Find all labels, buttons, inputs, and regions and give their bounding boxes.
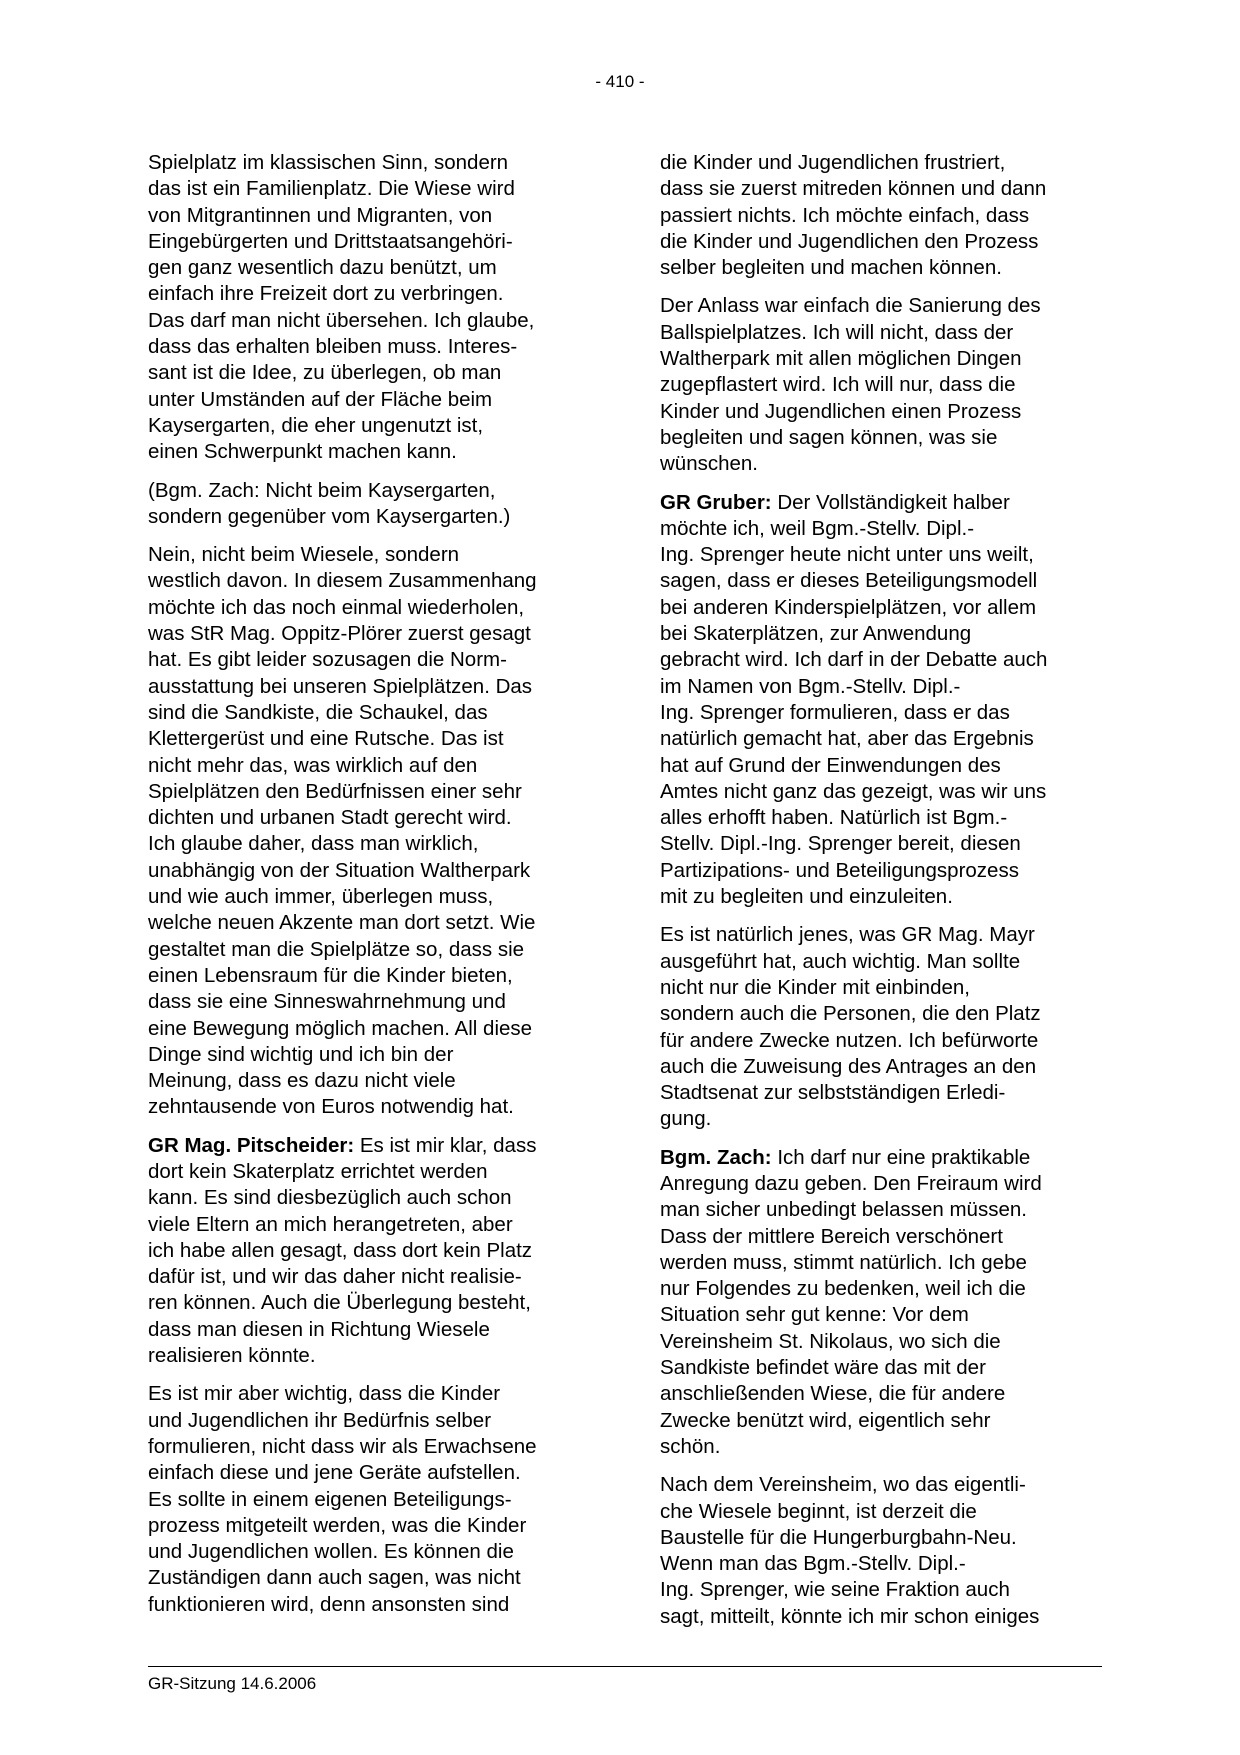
text-line: unter Umständen auf der Fläche beim bbox=[148, 387, 493, 411]
text-line: Klettergerüst und eine Rutsche. Das ist bbox=[148, 727, 504, 751]
text-line: Nach dem Vereinsheim, wo das eigentli- bbox=[660, 1473, 1026, 1497]
text-line: Es ist mir klar, dass bbox=[354, 1133, 537, 1157]
text-line: im Namen von Bgm.-Stellv. Dipl.- bbox=[660, 674, 961, 698]
text-line: gebracht wird. Ich darf in der Debatte auch bbox=[660, 648, 1048, 672]
text-line: dort kein Skaterplatz errichtet werden bbox=[148, 1159, 488, 1183]
text-line: Waltherpark mit allen möglichen Dingen bbox=[660, 347, 1022, 371]
text-line: zehntausende von Euros notwendig hat. bbox=[148, 1095, 514, 1119]
text-line: Wenn man das Bgm.-Stellv. Dipl.- bbox=[660, 1552, 966, 1576]
text-line: Ing. Sprenger formulieren, dass er das bbox=[660, 700, 1010, 724]
text-line: dass sie zuerst mitreden können und dann bbox=[660, 177, 1047, 201]
text-line: und Jugendlichen ihr Bedürfnis selber bbox=[148, 1408, 492, 1432]
text-line: für andere Zwecke nutzen. Ich befürworte bbox=[660, 1028, 1039, 1052]
text-line: einfach ihre Freizeit dort zu verbringen. bbox=[148, 282, 504, 306]
text-line: Stadtsenat zur selbstständigen Erledi- bbox=[660, 1081, 1006, 1105]
text-line: Eingebürgerten und Drittstaatsangehöri- bbox=[148, 229, 513, 253]
text-line: nicht mehr das, was wirklich auf den bbox=[148, 753, 478, 777]
text-line: nur Folgendes zu bedenken, weil ich die bbox=[660, 1277, 1026, 1301]
text-line: einen Schwerpunkt machen kann. bbox=[148, 440, 457, 464]
text-line: westlich davon. In diesem Zusammenhang bbox=[148, 569, 537, 593]
speaker-name: GR Gruber: bbox=[660, 490, 772, 514]
text-line: hat auf Grund der Einwendungen des bbox=[660, 753, 1001, 777]
text-line: (Bgm. Zach: Nicht beim Kaysergarten, bbox=[148, 478, 496, 502]
text-line: gen ganz wesentlich dazu benützt, um bbox=[148, 256, 497, 280]
right-column bbox=[660, 150, 1100, 1642]
text-line: nicht nur die Kinder mit einbinden, bbox=[660, 975, 970, 999]
text-line: Kaysergarten, die eher ungenutzt ist, bbox=[148, 413, 484, 437]
paragraph bbox=[148, 1133, 588, 1370]
speaker-name: Bgm. Zach: bbox=[660, 1145, 772, 1169]
text-line: Amtes nicht ganz das gezeigt, was wir uns bbox=[660, 779, 1047, 803]
text-line: formulieren, nicht dass wir als Erwachsene bbox=[148, 1434, 537, 1458]
text-line: sondern gegenüber vom Kaysergarten.) bbox=[148, 504, 511, 528]
paragraph bbox=[148, 478, 588, 531]
text-line: Anregung dazu geben. Den Freiraum wird bbox=[660, 1171, 1042, 1195]
text-line: Vereinsheim St. Nikolaus, wo sich die bbox=[660, 1329, 1001, 1353]
page-number: - 410 - bbox=[595, 72, 645, 91]
left-column bbox=[148, 150, 588, 1630]
speaker-name: GR Mag. Pitscheider: bbox=[148, 1133, 355, 1157]
text-line: einfach diese und jene Geräte aufstellen. bbox=[148, 1461, 521, 1485]
text-line: Stellv. Dipl.-Ing. Sprenger bereit, diesen bbox=[660, 832, 1021, 856]
text-line: mit zu begleiten und einzuleiten. bbox=[660, 885, 953, 909]
text-line: Zuständigen dann auch sagen, was nicht bbox=[148, 1566, 521, 1590]
text-line: che Wiesele beginnt, ist derzeit die bbox=[660, 1499, 977, 1523]
text-line: Sandkiste befindet wäre das mit der bbox=[660, 1356, 986, 1380]
text-line: und Jugendlichen wollen. Es können die bbox=[148, 1540, 514, 1564]
text-line: Ing. Sprenger, wie seine Fraktion auch bbox=[660, 1578, 1010, 1602]
text-line: Der Anlass war einfach die Sanierung des bbox=[660, 294, 1041, 318]
footer-divider bbox=[148, 1666, 1102, 1667]
text-line: Dinge sind wichtig und ich bin der bbox=[148, 1042, 454, 1066]
text-line: Ballspielplatzes. Ich will nicht, dass der bbox=[660, 320, 1014, 344]
text-line: bei anderen Kinderspielplätzen, vor allem bbox=[660, 595, 1037, 619]
text-line: von Mitgrantinnen und Migranten, von bbox=[148, 203, 493, 227]
text-line: anschließenden Wiese, die für andere bbox=[660, 1382, 1006, 1406]
text-line: Nein, nicht beim Wiesele, sondern bbox=[148, 543, 460, 567]
text-line: die Kinder und Jugendlichen frustriert, bbox=[660, 151, 1006, 174]
text-line: realisieren könnte. bbox=[148, 1344, 316, 1368]
text-line: was StR Mag. Oppitz-Plörer zuerst gesagt bbox=[148, 622, 531, 646]
footer-session-date: GR-Sitzung 14.6.2006 bbox=[148, 1674, 317, 1693]
text-line: einen Lebensraum für die Kinder bieten, bbox=[148, 963, 513, 987]
text-line: zugepflastert wird. Ich will nur, dass die bbox=[660, 373, 1016, 397]
text-line: dafür ist, und wir das daher nicht realisie- bbox=[148, 1265, 522, 1289]
text-line: die Kinder und Jugendlichen den Prozess bbox=[660, 229, 1039, 253]
text-line: passiert nichts. Ich möchte einfach, dass bbox=[660, 203, 1030, 227]
text-line: sondern auch die Personen, die den Platz bbox=[660, 1002, 1041, 1026]
text-line: werden muss, stimmt natürlich. Ich gebe bbox=[660, 1250, 1027, 1274]
text-line: ausgeführt hat, auch wichtig. Man sollte bbox=[660, 949, 1021, 973]
text-line: hat. Es gibt leider sozusagen die Norm- bbox=[148, 648, 507, 672]
paragraph bbox=[148, 1381, 588, 1618]
paragraph bbox=[660, 1145, 1100, 1461]
text-line: Dass der mittlere Bereich verschönert bbox=[660, 1224, 1003, 1248]
text-line: Situation sehr gut kenne: Vor dem bbox=[660, 1303, 969, 1327]
paragraph bbox=[660, 293, 1100, 477]
text-line: funktionieren wird, denn ansonsten sind bbox=[148, 1592, 510, 1616]
text-line: sagt, mitteilt, könnte ich mir schon einiges bbox=[660, 1604, 1040, 1628]
text-line: Ich glaube daher, dass man wirklich, bbox=[148, 832, 479, 856]
text-line: auch die Zuweisung des Antrages an den bbox=[660, 1054, 1037, 1078]
text-line: welche neuen Akzente man dort setzt. Wie bbox=[148, 911, 536, 935]
text-line: prozess mitgeteilt werden, was die Kinder bbox=[148, 1513, 527, 1537]
text-line: ich habe allen gesagt, dass dort kein Platz bbox=[148, 1238, 533, 1262]
text-line: gestaltet man die Spielplätze so, dass sie bbox=[148, 937, 525, 961]
text-line: sind die Sandkiste, die Schaukel, das bbox=[148, 700, 488, 724]
text-line: Der Vollständigkeit halber bbox=[771, 490, 1010, 514]
text-line: Baustelle für die Hungerburgbahn-Neu. bbox=[660, 1525, 1017, 1549]
paragraph bbox=[660, 150, 1100, 281]
paragraph bbox=[660, 490, 1100, 911]
text-line: dass man diesen in Richtung Wiesele bbox=[148, 1317, 490, 1341]
text-line: Spielplätzen den Bedürfnissen einer sehr bbox=[148, 779, 522, 803]
text-line: selber begleiten und machen können. bbox=[660, 256, 1002, 280]
text-line: man sicher unbedingt belassen müssen. bbox=[660, 1198, 1027, 1222]
text-line: Spielplatz im klassischen Sinn, sondern bbox=[148, 151, 509, 174]
text-line: dass sie eine Sinneswahrnehmung und bbox=[148, 990, 506, 1014]
text-line: Es ist natürlich jenes, was GR Mag. Mayr bbox=[660, 923, 1035, 947]
text-line: Zwecke benützt wird, eigentlich sehr bbox=[660, 1408, 991, 1432]
text-line: möchte ich das noch einmal wiederholen, bbox=[148, 595, 525, 619]
paragraph bbox=[660, 922, 1100, 1132]
paragraph bbox=[148, 150, 588, 466]
text-line: dichten und urbanen Stadt gerecht wird. bbox=[148, 806, 512, 830]
text-line: eine Bewegung möglich machen. All diese bbox=[148, 1016, 533, 1040]
text-line: kann. Es sind diesbezüglich auch schon bbox=[148, 1186, 512, 1210]
text-line: gung. bbox=[660, 1107, 712, 1131]
text-line: viele Eltern an mich herangetreten, aber bbox=[148, 1212, 513, 1236]
text-line: begleiten und sagen können, was sie bbox=[660, 425, 998, 449]
text-line: wünschen. bbox=[660, 452, 759, 476]
text-line: Ing. Sprenger heute nicht unter uns weilt, bbox=[660, 543, 1034, 567]
text-line: Partizipations- und Beteiligungsprozess bbox=[660, 858, 1019, 882]
paragraph bbox=[148, 542, 588, 1121]
text-line: alles erhofft haben. Natürlich ist Bgm.- bbox=[660, 806, 1008, 830]
text-line: Kinder und Jugendlichen einen Prozess bbox=[660, 399, 1022, 423]
text-line: das ist ein Familienplatz. Die Wiese wird bbox=[148, 177, 515, 201]
text-line: schön. bbox=[660, 1434, 721, 1458]
text-line: möchte ich, weil Bgm.-Stellv. Dipl.- bbox=[660, 516, 975, 540]
text-line: sagen, dass er dieses Beteiligungsmodell bbox=[660, 569, 1038, 593]
text-line: bei Skaterplätzen, zur Anwendung bbox=[660, 622, 972, 646]
text-line: ren können. Auch die Überlegung besteht, bbox=[148, 1291, 531, 1315]
text-line: Es ist mir aber wichtig, dass die Kinder bbox=[148, 1382, 501, 1406]
text-line: natürlich gemacht hat, aber das Ergebnis bbox=[660, 727, 1034, 751]
text-line: unabhängig von der Situation Waltherpark bbox=[148, 858, 531, 882]
text-line: dass das erhalten bleiben muss. Interes- bbox=[148, 335, 518, 359]
text-line: Es sollte in einem eigenen Beteiligungs- bbox=[148, 1487, 512, 1511]
text-line: sant ist die Idee, zu überlegen, ob man bbox=[148, 361, 502, 385]
paragraph bbox=[660, 1472, 1100, 1630]
text-line: Meinung, dass es dazu nicht viele bbox=[148, 1069, 456, 1093]
text-line: und wie auch immer, überlegen muss, bbox=[148, 885, 494, 909]
text-line: Ich darf nur eine praktikable bbox=[771, 1145, 1031, 1169]
text-line: Das darf man nicht übersehen. Ich glaube, bbox=[148, 308, 535, 332]
text-line: ausstattung bei unseren Spielplätzen. Das bbox=[148, 674, 533, 698]
